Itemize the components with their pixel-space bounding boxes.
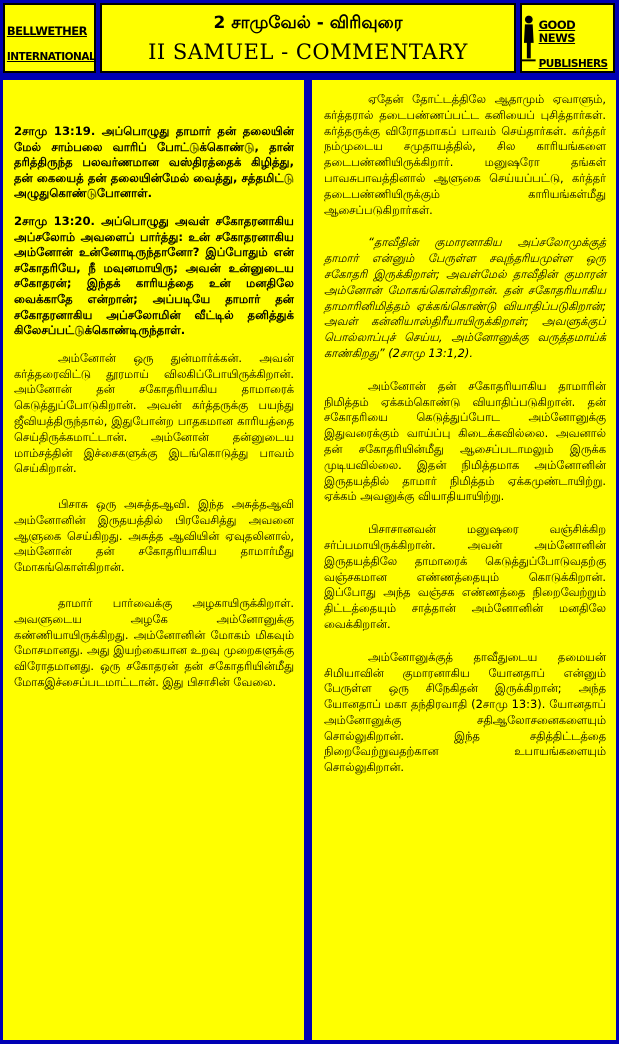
commentary-paragraph: பிசாசு ஒரு அசுத்தஆவி. இந்த அசுத்தஆவி அம்னோனின் இருதயத்தில் பிரவேசித்து அவனை ஆளுகை செய்கிறது. அசுத்த ஆவியின் ஏவுதலினால், அம்னோன் தன் சகோதரியாகிய தாமார்மீது மோகங்கொள்கிறான். [14,497,294,575]
good-news-figure-icon [522,13,536,63]
logo-line-2: PUBLISHERS [538,57,608,70]
bellwether-logo-text [7,12,95,64]
commentary-paragraph: தாமார் பார்வைக்கு அழகாயிருக்கிறாள். அவளுடைய அழகே அம்னோனுக்கு கண்ணியாயிருக்கிறது. அம்னோனின் மோகம் மிகவும் மோசமானது. அது இயற்கையான உறவு முறைகளுக்கு விரோதமானது. ஒரு சகோதரன் தன் சகோதரியின்மீது மோகஇச்சைப்படமாட்டான். இது பிசாசின் வேலை. [14,596,294,690]
title-tamil: 2 சாமுவேல் - விரிவுரை [213,13,403,33]
verse-13-20: 2சாமு 13:20. அப்பொழுது அவள் சகோதரனாகிய அப்சலோம் அவளைப் பார்த்து: உன் சகோதரனாகிய அம்னோன் உன்னோடிருந்தானோ? இப்போதும் என் சகோதரியே, நீ மவுனமாயிரு; அவன் உன்னுடைய சகோதரன்; இந்தக் காரியத்தை உன் மனதிலே வைக்காதே என்றான்; அப்படியே தாமார் தன் சகோதரனாகிய அப்சலோமின் வீட்டில் தனித்துக் கிலேசப்பட்டுக்கொண்டிருந்தாள். [14,213,294,338]
logo-line-1: BELLWETHER [6,24,87,38]
page-header-title [100,3,516,73]
right-column [312,80,616,1040]
title-english: II SAMUEL - COMMENTARY [148,40,468,64]
commentary-paragraph: அம்னோனுக்குத் தாவீதுடைய தமையன் சிமியாவின் குமாரனாகிய யோனதாப் என்னும் பேருள்ள ஒரு சிநேகிதன் இருக்கிறான்; அந்த யோனதாப் மகா தந்திரவாதி (2சாமு 13:3). யோனதாப் அம்னோனுக்கு சதிஆலோசனைகளையும் சொல்லுகிறான். இந்த சதித்திட்டத்தை நிறைவேற்றுவதற்கான உபாயங்களையும் சொல்லுகிறான். [324,649,606,775]
good-news-logo-text [539,6,613,71]
commentary-paragraph: அம்னோன் ஒரு துன்மார்க்கன். அவன் கர்த்தரைவிட்டு தூரமாய் விலகிப்போயிருக்கிறான். அம்னோன் தன் சகோதரியாகிய தாமாரைக் கெடுத்துப்போடுகிறான். அவன் கர்த்தருக்கு பயந்து ஜீவியத்திருந்தால், இதுபோன்ற பாதகமான காரியத்தை செய்திருக்கமாட்டான். அம்னோன் தன்னுடைய மாம்சத்தின் இச்சைகளுக்கு இடங்கொடுத்து பாவம் செய்கிறான். [14,350,294,476]
commentary-paragraph: அம்னோன் தன் சகோதரியாகிய தாமாரின் நிமித்தம் ஏக்கம்கொண்டு வியாதிப்படுகிறான். தன் சகோதரியை கெடுத்துப்போட அம்னோனுக்கு இதுவரைக்கும் வாய்ப்பு கிடைக்கவில்லை. அவனால் தன் சகோதரியின்மீது ஆசைப்படாமலும் இருக்க முடியவில்லை. இதன் நிமித்தமாக அம்னோனின் இருதயத்தில் தாமார் நிமித்தம் ஏக்கமுண்டாயிற்று. ஏக்கம் அவனுக்கு வியாதியாயிற்று. [324,378,606,504]
left-column [3,80,304,1040]
good-news-logo [520,3,615,73]
commentary-paragraph: ஏதேன் தோட்டத்திலே ஆதாமும் ஏவாளும், கர்த்தரால் தடைபண்ணப்பட்ட கனியைப் புசித்தார்கள். கர்த்தருக்கு விரோதமாகப் பாவம் செய்தார்கள். கர்த்தர் நம்முடைய சமுதாயத்தில், சில காரியங்களை தடைபண்ணியிருக்கிறார். மனுஷரோ தங்கள் பாவசுபாவத்தினால் ஆளுகை செய்யப்பட்டு, கர்த்தர் தடைபண்ணியிருக்கும் காரியங்கள்மீது ஆசைப்படுகிறார்கள். [324,92,606,217]
logo-line-1: GOOD NEWS [538,17,576,45]
bellwether-logo [3,3,96,73]
verse-13-19: 2சாமு 13:19. அப்பொழுது தாமார் தன் தலையின் மேல் சாம்பலை வாரிப் போட்டுக்கொண்டு, தான் தரித்திருந்த பலவர்ணமான வஸ்திரத்தைக் கிழித்து, தன் கையைத் தன் தலையின்மேல் வைத்து, சத்தமிட்டு அழுதுகொண்டுபோனாள். [14,124,294,201]
logo-line-2: INTERNATIONAL [6,51,96,63]
scripture-quote: “தாவீதின் குமாரனாகிய அப்சலோமுக்குத் தாமார் என்னும் பேருள்ள சவுந்தரியமுள்ள ஒரு சகோதரி இருக்கிறாள்; அவள்மேல் தாவீதின் குமாரன் அம்னோன் மோகங்கொள்கிறான். தன் சகோதரியாகிய தாமாரினிமித்தம் ஏக்கங்கொண்டு வியாதிப்படுகிறான்; அவள் கன்னியாஸ்திரீயாயிருக்கிறாள்; அவளுக்குப் பொல்லாப்புச் செய்ய, அம்னோனுக்கு வருத்தமாய்க் காண்கிறது” (2சாமு 13:1,2). [324,235,606,360]
commentary-paragraph: பிசாசானவன் மனுஷரை வஞ்சிக்கிற சர்ப்பமாயிருக்கிறான். அவன் அம்னோனின் இருதயத்திலே தாமாரைக் கெடுத்துப்போடுவதற்கு வஞ்சகமான எண்ணத்தையும் கொடுக்கிறான். இப்போது அந்த வஞ்சக எண்ணத்தை நிறைவேற்றும் திட்டத்தையும் சாத்தான் அம்னோனின் மனதிலே வைக்கிறான். [324,522,606,631]
